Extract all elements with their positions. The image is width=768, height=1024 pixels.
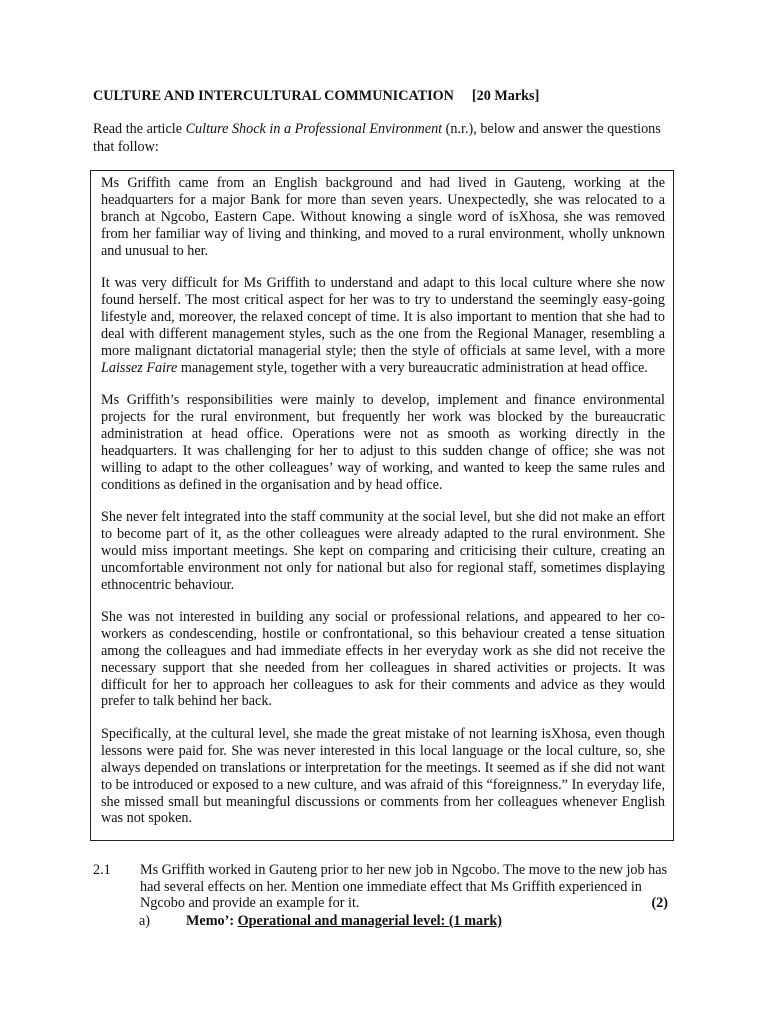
- article-paragraph-6: Specifically, at the cultural level, she made the great mistake of not learning isXhosa, even though lessons were paid for. She was never interested in this local language or the local culture, so, she always depended on translations or interpretation for the meetings. It seemed as if she did not want to be introduced or exposed to a new culture, and was afraid of this “foreignness.” In everyday life, she missed small but meaningful discussions or comments from her colleagues whenever English was not spoken.: [101, 725, 665, 827]
- article-paragraph-4: She never felt integrated into the staff community at the social level, but she did not make an effort to become part of it, as the other colleagues were already adapted to the rural environment. She would miss important meetings. She kept on comparing and criticising their culture, creating an uncomfortable environment not only for national but also for regional staff, sometimes displaying ethnocentric behaviour.: [101, 508, 665, 593]
- heading-title: CULTURE AND INTERCULTURAL COMMUNICATION: [93, 88, 454, 104]
- question-number: 2.1: [93, 862, 111, 878]
- question-marks: (2): [651, 895, 668, 912]
- memo-answer: Operational and managerial level: (1 mark): [237, 913, 503, 929]
- p2-before: It was very difficult for Ms Griffith to understand and adapt to this local culture where she now found herself. The most critical aspect for her was to try to understand the seemingly easy-going lifestyle and, moreover, the relaxed concept of time. It is also important to mention that she had to deal with different management styles, such as the one from the Regional Manager, resembling a more malignant dictatorial managerial style; then the style of officials at same level, with a more: [101, 275, 665, 359]
- intro-text: [93, 121, 685, 156]
- p2-italic: Laissez Faire: [101, 359, 178, 376]
- question-text: Ms Griffith worked in Gauteng prior to her new job in Ngcobo. The move to the new job has had several effects on her. Mention one immediate effect that Ms Griffith experienced in Ngcobo and provide an example for it.: [140, 862, 668, 912]
- article-title: Culture Shock in a Professional Environment: [185, 121, 443, 137]
- article-paragraph-3: Ms Griffith’s responsibilities were mainly to develop, implement and finance environmental projects for the rural environment, but frequently her work was blocked by the bureaucratic administration at head office. Operations were not as smooth as working directly in the headquarters. It was challenging for her to adjust to this sudden change of office; she was not willing to adapt to the other colleagues’ way of working, and wanted to keep the same rules and conditions as defined in the organisation and by head office.: [101, 391, 665, 493]
- heading-marks: [20 Marks]: [471, 88, 540, 104]
- question-text-block: [140, 862, 668, 912]
- memo-label: Memo’:: [186, 913, 238, 929]
- page-heading: [93, 88, 539, 105]
- memo-letter: a): [139, 913, 151, 929]
- article-box: [90, 170, 674, 841]
- article-paragraph-5: She was not interested in building any social or professional relations, and appeared to her co-workers as condescending, hostile or confrontational, so this behaviour created a tense situation among the colleagues and had immediate effects in her everyday work as she did not receive the necessary support that she needed from her colleagues in shared activities or projects. It was difficult for her to approach her colleagues to ask for their comments and advice as they would prefer to talk behind her back.: [101, 608, 665, 710]
- intro-after: (n.r.), below and answer the questions that follow:: [93, 121, 661, 155]
- question-2-1: [93, 862, 685, 912]
- article-paragraph-2: [101, 275, 665, 376]
- memo-line: [139, 913, 502, 930]
- p2-after: management style, together with a very bureaucratic administration at head office.: [177, 359, 648, 376]
- article-paragraph-1: Ms Griffith came from an English background and had lived in Gauteng, working at the headquarters for a major Bank for more than seven years. Unexpectedly, she was relocated to a branch at Ngcobo, Eastern Cape. Without knowing a single word of isXhosa, she was removed from her familiar way of living and thinking, and moved to a rural environment, wholly unknown and unusual to her.: [101, 175, 665, 259]
- intro-before: Read the article: [93, 121, 186, 137]
